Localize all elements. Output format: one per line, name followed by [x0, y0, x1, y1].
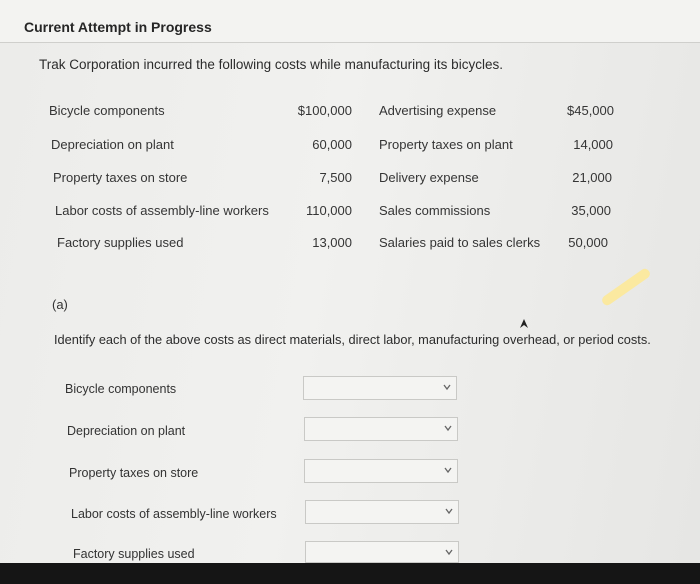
cost-amount: 110,000 [305, 203, 352, 218]
cost-label: Property taxes on plant [379, 137, 513, 152]
cost-label: Sales commissions [379, 203, 491, 218]
cost-amount: 60,000 [312, 137, 352, 152]
cost-label: Factory supplies used [57, 235, 184, 250]
cost-amount: 14,000 [573, 137, 613, 152]
chevron-down-icon [443, 382, 451, 392]
cost-amount: 35,000 [571, 203, 611, 218]
classification-dropdown[interactable] [304, 417, 458, 441]
cost-amount: 7,500 [319, 170, 352, 185]
cost-label: Advertising expense [379, 103, 497, 118]
mouse-cursor-icon [519, 319, 529, 329]
cost-label: Salaries paid to sales clerks [379, 235, 541, 250]
cost-label: Labor costs of assembly-line workers [55, 203, 269, 218]
question-text: Identify each of the above costs as direct materials, direct labor, manufacturing overhead, or period costs. [54, 332, 651, 347]
chevron-down-icon [444, 423, 452, 433]
answer-row-label: Property taxes on store [69, 466, 199, 480]
cost-amount: 21,000 [572, 170, 612, 185]
bottom-bar [0, 563, 700, 584]
answer-row-label: Labor costs of assembly-line workers [71, 507, 277, 521]
classification-dropdown[interactable] [305, 500, 459, 524]
cost-label: Delivery expense [379, 170, 479, 185]
header-title: Current Attempt in Progress [24, 19, 212, 35]
attempt-header [0, 0, 700, 43]
cost-label: Bicycle components [49, 103, 165, 118]
chevron-down-icon [445, 547, 453, 557]
problem-intro: Trak Corporation incurred the following costs while manufacturing its bicycles. [39, 57, 503, 72]
cost-label: Property taxes on store [53, 170, 188, 185]
part-label: (a) [52, 297, 68, 312]
answer-row-label: Depreciation on plant [67, 424, 186, 438]
cost-amount: 50,000 [568, 235, 608, 250]
classification-dropdown[interactable] [304, 459, 458, 483]
answer-row-label: Bicycle components [65, 382, 177, 396]
chevron-down-icon [444, 465, 452, 475]
classification-dropdown[interactable] [303, 376, 457, 400]
question-panel [0, 43, 700, 563]
cost-amount: $100,000 [297, 103, 352, 118]
cost-amount: 13,000 [312, 235, 352, 250]
cost-label: Depreciation on plant [51, 137, 174, 152]
cost-amount: $45,000 [567, 103, 614, 118]
classification-dropdown[interactable] [305, 541, 459, 563]
chevron-down-icon [445, 506, 453, 516]
answer-row-label: Factory supplies used [73, 547, 195, 561]
